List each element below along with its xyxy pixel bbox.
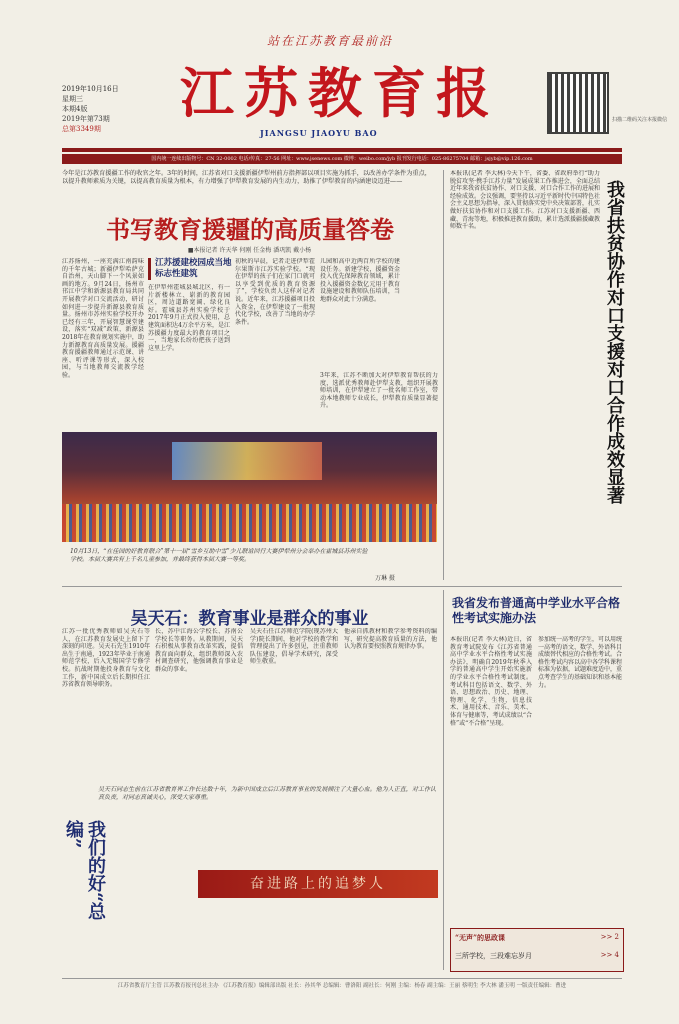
right-divider [443, 170, 444, 580]
index-item-1[interactable] [455, 933, 619, 943]
second-banner-text: 奋进路上的追梦人 [250, 876, 386, 892]
right-divider-2 [443, 590, 444, 970]
footer-credits: 江苏省教育厅主管 江苏教育报刊总社主办 《江苏教育报》编辑部出版 社长：孙其华 总编辑：曹洛阳 副社长：何刚 主编：杨春 副主编：王丽 蔡明生 李大林 潘玉明 一版责任编辑：曹进 [117, 983, 567, 989]
lead-column-4: 儿园和高中近两百所学校的建设任务。新建学校，援疆资金投入优先保障教育领域，累计投入援疆资金数亿元用于教育设施建设和教师队伍培训，当地群众对此十分满意。 [320, 258, 400, 303]
issue-weekday: 星期三 [62, 95, 83, 103]
second-headline: 吴天石：教育事业是群众的事业 [130, 609, 369, 629]
right-second-body: 本报讯(记者 李大林)近日，省教育考试院发布《江苏省普通高中学业水平合格性考试实施办法》，明确自2019年秋季入学的普通高中学生开始实施新的学业水平合格性考试制度。考试科目包括语文、数学、外语、思想政治、历史、地理、物理、化学、生物、信息技术、通用技术、音乐、美术、体育与健康等，考试成绩以“合格”或“不合格”呈现。 [450, 636, 532, 727]
photo-credit: 万琳 摄 [375, 575, 395, 582]
index-item-1-page: >> 2 [600, 933, 619, 941]
second-column-2: 长，苏中江海公学校长、苏南公学校长等职务。从教期间，吴天石积极从事教育改革实践，提倡教育面向群众，组织教师深入农村调查研究，他强调教育事业是群众的事业。 [155, 628, 243, 673]
qr-caption: 扫描二维码关注本报微信 [612, 117, 668, 123]
section-divider [62, 586, 622, 587]
stage-screen [172, 442, 322, 480]
lead-column-2: 在伊犁州霍城县城北区，有一片新楼林立、崭新的教育园区，周边道路宽阔、绿化良好。霍城县苏州实验学校于2017年9月正式投入使用，总建筑面积达4万余平方米，是江苏援疆力度最大的教育项目之一，当地家长纷纷把孩子送到这里上学。 [148, 284, 230, 352]
lead-intro: 今年是江苏教育援疆工作的收官之年。3年的时间，江苏省对口支援新疆伊犁州前方指挥部以项目实施为抓手，以改善办学条件为重点，以提升教师素质为关键，以提高教育质量为根本，有力增强了伊犁教育发展的内生动力，助推了伊犁教育的内涵建设迈进—— [62, 170, 431, 185]
masthead-slogan: 站在江苏教育最前沿 [266, 34, 393, 48]
photo-caption: 10月13日，“在佳园的好教育联合”第十一届“雪乡互助中雪”少儿联谊回行大赛伊犁州分会举办在霍城县苏州实验学校。本届大赛共有上千名儿童参加，并最终获得本届大赛一等奖。 [70, 548, 368, 563]
right-feature-body: 本报讯(记者 李大林)今天下午，省委、省政府举行“助力脱贫攻坚·携手江苏力量”发展成果工作推进会，全面总结近年来我省扶贫协作、对口支援、对口合作工作的进展和经验成效。会议强调，要坚持以习近平新时代中国特色社会主义思想为指导，深入贯彻落实党中央决策部署，扎实做好扶贫协作和对口支援工作。江苏对口支援新疆、西藏、青海等地，积极推进教育援助，累计选派援疆援藏教师数千名。 [450, 170, 600, 231]
lead-byline: ■本报记者 许天华 何刚 任金梅 潘巩凯 戴小杨 [187, 247, 312, 254]
right-second-headline: 我省发布普通高中学业水平合格性考试实施办法 [452, 596, 621, 625]
masthead-latin: JIANGSU JIAOYU BAO [260, 128, 378, 138]
second-column-3: 吴天石任江苏师范学院(现苏州大学)院长期间，他对学校的教学和管理提出了许多创见，注重教师队伍建设，倡导学术研究，深受师生敬重。 [250, 628, 338, 666]
lead-column-5: 3年来，江苏不断加大对伊犁教育帮扶的力度，选派优秀教师赴伊犁支教，组织开展教师培训，在伊犁建立了一批名师工作室，带动本地教师专业成长，伊犁教育质量显著提升。 [320, 372, 438, 410]
stage-floor [62, 504, 437, 542]
issue-line3: 总第3349期 [62, 125, 101, 133]
right-second-body2: 参加统一高考的学生，可以用统一高考的语文、数学、外语科目成绩替代相应的合格性考试。合格性考试内容以高中各学科课程标准为依据，试题难度适中，重点考查学生的基础知识和基本能力。 [538, 636, 622, 689]
masthead-title: 江苏教育报 [180, 61, 500, 125]
second-vertical-title: 我们的好“总编” [63, 820, 106, 921]
index-item-2-page: >> 4 [600, 951, 619, 959]
lead-column-3: 初秋的早晨，记者走进伊犁霍尔果斯市江苏实验学校。“现在伊犁的孩子们在家门口就可以享受到优质的教育资源了”，学校负责人这样对记者说。近年来，江苏援疆项目投入资金，在伊犁建设了一批现代化学校，改善了当地的办学条件。 [235, 258, 315, 326]
index-box [450, 928, 624, 972]
second-banner [198, 870, 438, 898]
lead-subhead [148, 258, 237, 280]
second-column-1: 江苏一批优秀教师如吴天石等人，在江苏教育发展史上留下了深刻的印迹。吴天石先生1910年出生于南通，1923年毕业于南通师范学校，后入无锡国学专修学校。抗战时期他投身教育与文化工作，新中国成立后长期担任江苏省教育领导职务。 [62, 628, 150, 689]
info-bar: 国内统一连续出版物号：CN 32-0002 电话/传真：27-56 网址：www.jsenews.com 微博：weibo.com/jyb 报刊发行电话：025-86275704 邮箱：jsjyb@vip.126.com [62, 154, 622, 164]
index-item-2-title: 三所学校，三段难忘岁月 [455, 952, 532, 960]
issue-info [62, 84, 172, 134]
stage-photo [62, 432, 437, 542]
index-item-2[interactable] [455, 951, 619, 961]
index-item-1-title: “无声”的思政课 [455, 933, 506, 942]
lead-column-1: 江苏扬州，一座充满江南韵味的千年古城；新疆伊犁哈萨克自治州，天山脚下一个风景如画的地方。9月24日，扬州市邗江中学和新源县教育局共同开展教学对口交流活动，研讨如何进一步提升新源县教育质量。扬州市苏州实验学校开办已经有三年，开展智慧课堂建设，落实“双减”政策，新源县2018年在教育规划实施中，助力新源教育高质量发展。援疆教育援疆教师通过示范课、讲座、听评课等形式，深入校园，与当地教师交流教学经验。 [62, 258, 144, 379]
masthead-rule [62, 148, 622, 152]
second-quote: 吴天石同志生前在江苏省教育界工作长达数十年，为新中国成立后江苏教育事业的发展倾注了大量心血。他为人正直，对工作认真负责，对同志真诚关心，深受大家尊重。 [98, 786, 436, 801]
second-column-4: 他亲自抓教材和教学参考资料的编写，研究提高教育质量的方法，他认为教育要按照教育规律办事。 [344, 628, 437, 651]
qr-code-icon [547, 72, 609, 134]
issue-date: 2019年10月16日 [62, 85, 119, 93]
lead-headline: 书写教育援疆的高质量答卷 [106, 215, 394, 244]
footer-rule [62, 978, 622, 979]
issue-line2: 2019年第73期 [62, 115, 110, 123]
lead-subhead-text: 江苏援建校园成当地标志性建筑 [155, 258, 232, 279]
issue-line1: 本期4版 [62, 105, 88, 113]
right-feature-title: 我省扶贫协作对口支援对口合作成效显著 [604, 180, 625, 504]
